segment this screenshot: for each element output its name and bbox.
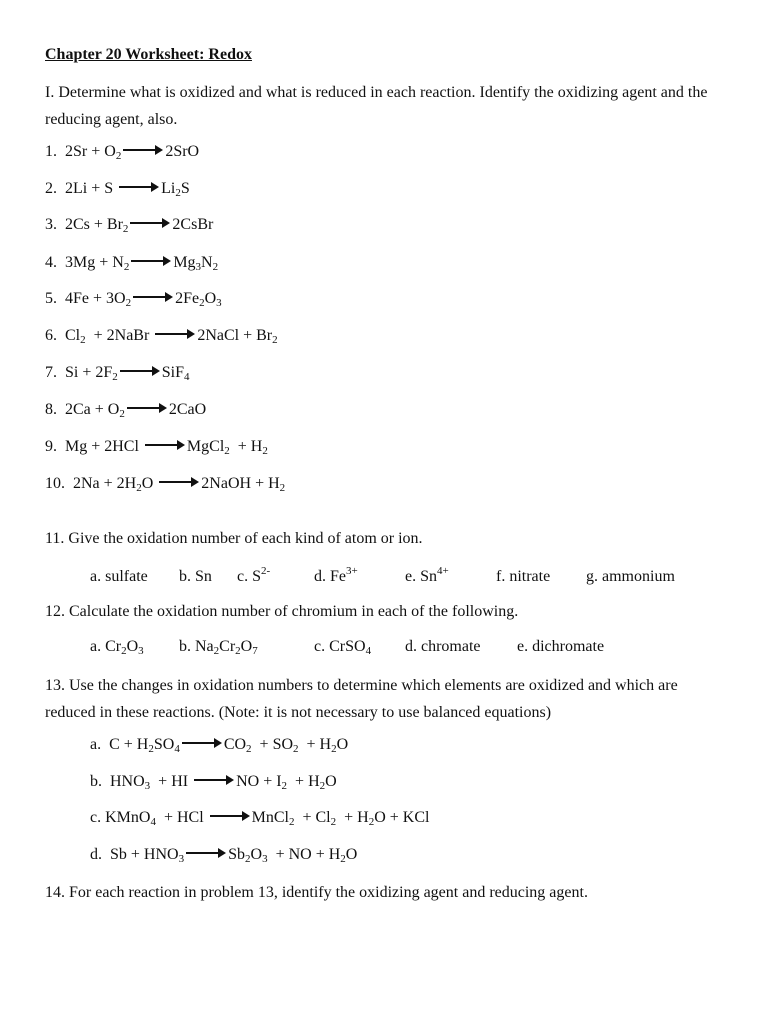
arrow-icon <box>120 366 160 376</box>
q11-item-f: f. nitrate <box>496 568 551 585</box>
reaction-8: 8. $2Ca + O_2$ 2CaO <box>45 401 207 420</box>
q12-item-c: c. CrSO$_4$ <box>314 638 372 657</box>
section-1-instructions: I. Determine what is oxidized and what is reduced in each reaction. Identify the oxidizing agent and the reducing agent, also. <box>45 84 708 128</box>
arrow-icon <box>159 477 199 487</box>
q13-reaction-d: d. $Sb + HNO_3$ $Sb_2O_3$ + NO + $H_2O$ <box>90 846 358 865</box>
arrow-icon <box>119 182 159 192</box>
arrow-icon <box>131 256 171 266</box>
q13-reaction-c: c. KMnO$_4$ + HCl MnCl$_2$ + $Cl_2 + H_2O$ + KCl <box>90 809 430 828</box>
q11-item-e: e. $Sn^{4+}$ <box>405 565 449 585</box>
arrow-icon <box>133 292 173 302</box>
q12-item-b: b. $Na_2Cr_2O_7$ <box>179 638 258 657</box>
question-13: 13. Use the changes in oxidation numbers to determine which elements are oxidized and which are reduced in these reactions. (Note: it is not necessary to use balanced equations) <box>45 677 678 721</box>
reaction-7: 7. $Si + 2F_2$ SiF$_4$ <box>45 364 190 383</box>
q12-item-a: a. $Cr_2O_3$ <box>90 638 144 657</box>
arrow-icon <box>123 145 163 155</box>
arrow-icon <box>155 329 195 339</box>
worksheet-title: Chapter 20 Worksheet: Redox <box>45 46 252 63</box>
arrow-icon <box>186 848 226 858</box>
q13-reaction-b: b. $HNO_3$ + HI NO + $I_2 + H_2O$ <box>90 773 337 792</box>
reaction-6: 6. $Cl_2$ + 2NaBr 2NaCl + $Br_2$ <box>45 327 278 346</box>
arrow-icon <box>130 218 170 228</box>
arrow-icon <box>127 403 167 413</box>
reaction-2: 2. 2Li + S $Li_2S$ <box>45 180 190 199</box>
q12-item-d: d. chromate <box>405 638 481 655</box>
question-12: 12. Calculate the oxidation number of chromium in each of the following. <box>45 603 519 620</box>
arrow-icon <box>145 440 185 450</box>
question-14: 14. For each reaction in problem 13, identify the oxidizing agent and reducing agent. <box>45 884 588 901</box>
q11-item-a: a. sulfate <box>90 568 148 585</box>
reaction-5: 5. $4Fe + 3O_2$ $2Fe_2O_3$ <box>45 290 222 309</box>
arrow-icon <box>210 811 250 821</box>
q11-item-b: b. Sn <box>179 568 212 585</box>
reaction-4: 4. $3Mg + N_2$ $Mg_3N_2$ <box>45 254 219 273</box>
question-11: 11. Give the oxidation number of each kind of atom or ion. <box>45 530 423 547</box>
reaction-9: 9. Mg + 2HCl MgCl$_2$ + $H_2$ <box>45 438 268 457</box>
q11-item-d: d. $Fe^{3+}$ <box>314 565 358 585</box>
q11-item-g: g. ammonium <box>586 568 675 585</box>
reaction-1: 1. $2Sr + O_2$ 2SrO <box>45 143 200 162</box>
reaction-3: 3. $2Cs + Br_2$ 2CsBr <box>45 216 214 235</box>
reaction-10: 10. $2Na + 2H_2O$ 2NaOH + $H_2$ <box>45 475 286 494</box>
arrow-icon <box>194 775 234 785</box>
q11-item-c: c. $S^{2-}$ <box>237 565 271 585</box>
q12-item-e: e. dichromate <box>517 638 605 655</box>
q13-reaction-a: a. $C + H_2SO_4$ $CO_2 + SO_2 + H_2O$ <box>90 736 349 755</box>
arrow-icon <box>182 738 222 748</box>
